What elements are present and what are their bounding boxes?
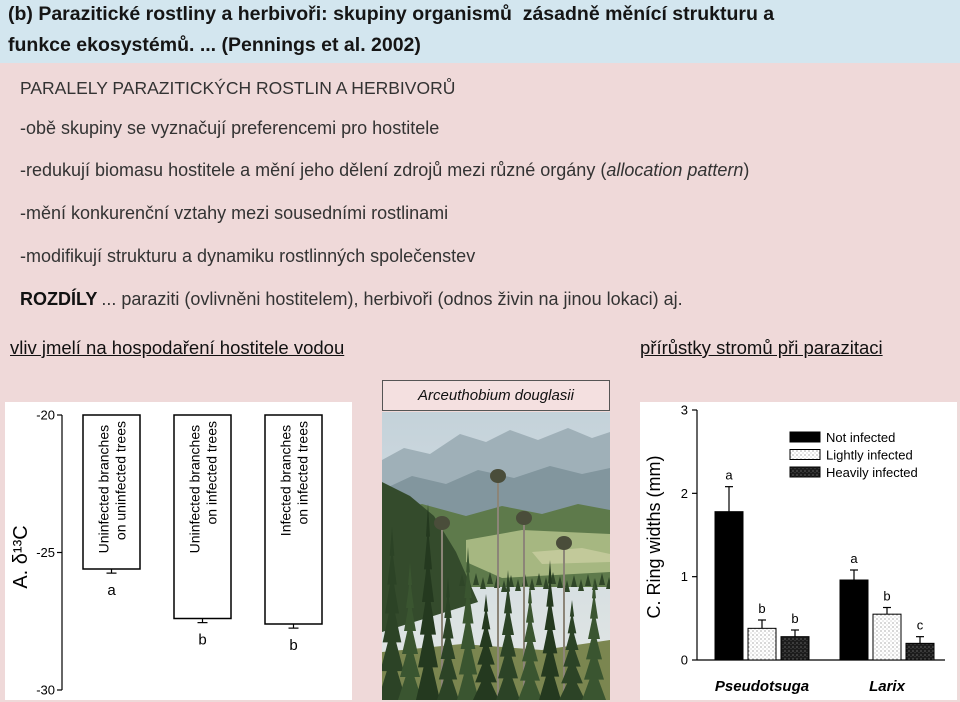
significance-letter: b <box>883 588 891 604</box>
y-tick-label: -25 <box>36 545 55 560</box>
legend-swatch <box>790 450 820 460</box>
category-label-line: on uninfected trees <box>112 421 129 541</box>
differences-label: ROZDÍLY <box>20 289 98 309</box>
witches-broom <box>556 536 572 550</box>
significance-letter: b <box>791 611 799 626</box>
differences-line <box>20 288 683 310</box>
bar <box>715 512 743 660</box>
legend-swatch <box>790 467 820 477</box>
witches-broom <box>490 469 506 483</box>
category-label-line: Infected branches <box>277 421 294 537</box>
bullet-italic-term: allocation pattern <box>606 160 744 180</box>
category-label-line: on infected trees <box>203 421 220 525</box>
species-label: Arceuthobium douglasii <box>382 380 610 411</box>
bar <box>781 637 809 660</box>
caption-water-management: vliv jmelí na hospodaření hostitele vodou <box>10 337 345 358</box>
y-tick-label: -20 <box>36 407 55 423</box>
bar <box>265 415 322 624</box>
significance-letter: b <box>198 631 207 649</box>
bar <box>873 614 901 660</box>
witches-broom <box>434 516 450 530</box>
significance-letter: b <box>289 637 298 655</box>
category-label-line: on infected trees <box>294 421 311 525</box>
category-label-line: Uninfected branches <box>95 421 112 554</box>
legend-label: Not infected <box>826 430 896 445</box>
significance-letter: c <box>916 617 924 633</box>
bullet-point <box>20 159 749 181</box>
bullet-point: -modifikují strukturu a dynamiku rostlinných společenstev <box>20 246 476 266</box>
bar <box>83 415 140 569</box>
differences-text: ... paraziti (ovlivněni hostitelem), herbivoři (odnos živin na jinou lokaci) aj. <box>101 289 683 309</box>
bullet-text-end: ) <box>743 160 750 180</box>
chart-delta13c-svg <box>5 402 352 700</box>
title-line: funkce ekosystémů. ... (Pennings et al. 2002) <box>8 34 421 56</box>
category-label <box>96 421 129 553</box>
section-heading: PARALELY PARAZITICKÝCH ROSTLIN A HERBIVORŮ <box>20 78 456 98</box>
forest-photo <box>382 412 610 700</box>
title-bar <box>0 0 960 63</box>
chart-ring-widths-plot <box>681 403 945 696</box>
significance-letter: a <box>850 551 858 566</box>
chart-ring-widths-svg <box>640 402 957 700</box>
y-tick-label: 0 <box>680 652 688 668</box>
caption-tree-growth: přírůstky stromů při parazitaci <box>640 337 883 358</box>
bar <box>906 643 934 660</box>
bullet-point: -mění konkurenční vztahy mezi sousedními rostlinami <box>20 203 449 223</box>
chart-delta13c-plot <box>36 408 322 698</box>
legend-label: Lightly infected <box>826 447 913 463</box>
category-label <box>278 421 311 536</box>
legend-label: Heavily infected <box>826 465 918 480</box>
y-tick-label: 1 <box>680 569 688 585</box>
chart-delta13c <box>5 402 352 700</box>
forest-photo-frame <box>382 412 610 700</box>
significance-letter: b <box>758 601 766 616</box>
bar <box>748 628 776 660</box>
bar <box>174 415 231 619</box>
category-label: Pseudotsuga <box>714 678 810 695</box>
category-label-line: Uninfected branches <box>186 421 203 554</box>
title-line: (b) Parazitické rostliny a herbivoři: skupiny organismů zásadně měnící strukturu a <box>8 3 775 25</box>
significance-letter: a <box>725 467 733 483</box>
bullet-text: -redukují biomasu hostitele a mění jeho dělení zdrojů mezi různé orgány ( <box>20 160 607 180</box>
chart-ring-widths <box>640 402 957 700</box>
category-label: Larix <box>869 678 905 695</box>
y-tick-label: 3 <box>680 402 688 418</box>
y-axis-label: C. Ring widths (mm) <box>644 455 664 619</box>
bar <box>840 580 868 660</box>
witches-broom <box>516 511 532 525</box>
y-tick-label: -30 <box>36 682 55 698</box>
y-axis-label: A. δ¹³C <box>10 525 32 589</box>
significance-letter: a <box>107 582 116 600</box>
y-tick-label: 2 <box>680 485 688 501</box>
legend-swatch <box>790 432 820 442</box>
bullet-point: -obě skupiny se vyznačují preferencemi pro hostitele <box>20 118 440 138</box>
